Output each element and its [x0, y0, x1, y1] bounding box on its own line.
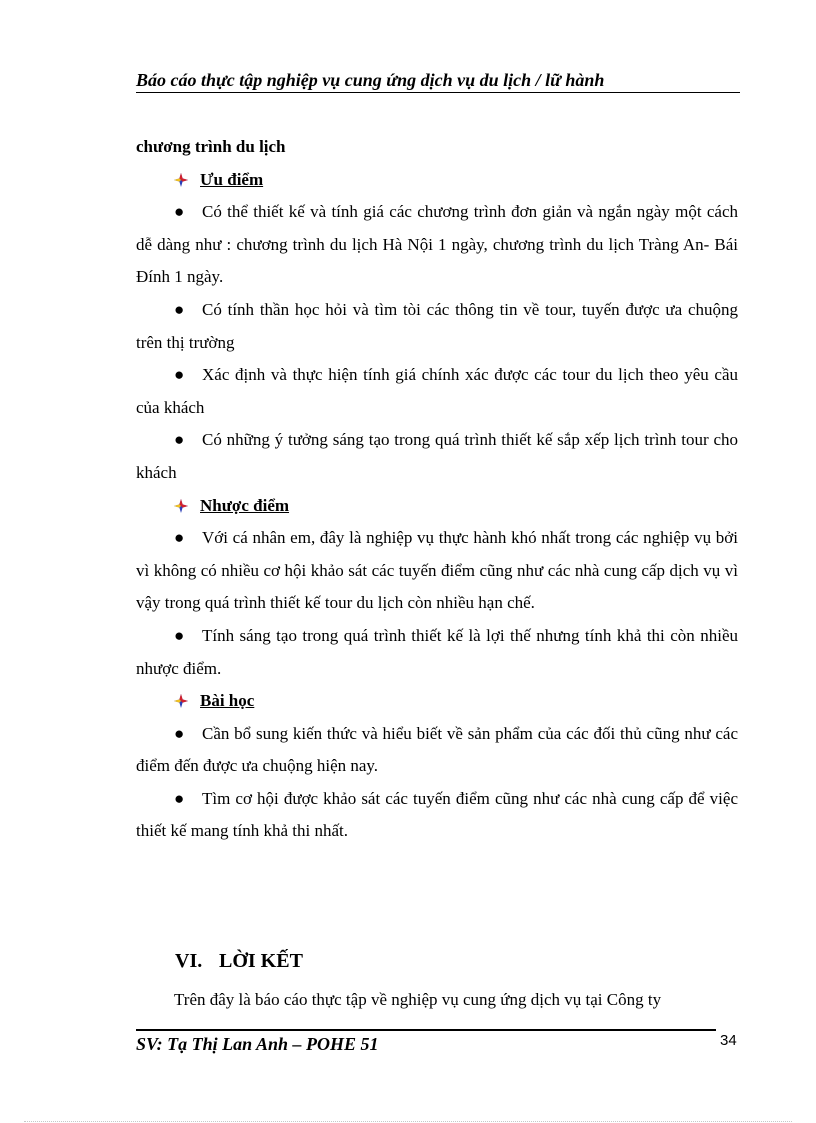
heading-label: Bài học	[200, 691, 255, 711]
list-item	[136, 522, 738, 620]
closing-paragraph: Trên đây là báo cáo thực tập về nghiệp vụ cung ứng dịch vụ tại Công ty	[174, 990, 662, 1009]
bullet-icon: ●	[174, 202, 185, 222]
footer-divider	[136, 1029, 716, 1031]
list-item	[136, 783, 738, 848]
list-item-text: Tìm cơ hội được khảo sát các tuyến điểm cũng như các nhà cung cấp để việc thiết kế mang tính khả thi nhất.	[136, 788, 738, 841]
list-item-text: Xác định và thực hiện tính giá chính xác được các tour du lịch theo yêu cầu của khách	[136, 365, 738, 417]
bullet-icon: ●	[174, 625, 185, 645]
section-heading	[136, 490, 738, 523]
body-text	[136, 131, 738, 848]
lead-line: chương trình du lịch	[136, 137, 286, 156]
four-point-star-icon	[174, 173, 188, 187]
page-number: 34	[720, 1032, 737, 1049]
section-heading	[136, 164, 738, 197]
bullet-icon: ●	[174, 788, 185, 808]
section-disadvantages	[136, 490, 738, 686]
list-item-text: Có tính thần học hỏi và tìm tòi các thông tin về tour, tuyến được ưa chuộng trên thị trường	[136, 299, 738, 352]
section-advantages	[136, 164, 738, 490]
section-heading	[136, 685, 738, 718]
list-item-text: Có những ý tưởng sáng tạo trong quá trình thiết kế sắp xếp lịch trình tour cho khách	[136, 430, 738, 482]
list-item-text: Tính sáng tạo trong quá trình thiết kế là lợi thế nhưng tính khả thi còn nhiều nhược điểm.	[136, 625, 738, 678]
list-item	[136, 718, 738, 783]
page-edge-divider	[24, 1121, 792, 1122]
list-item-text: Với cá nhân em, đây là nghiệp vụ thực hành khó nhất trong các nghiệp vụ bởi vì không có nhiều cơ hội khảo sát các tuyến điểm cũng như các nhà cung cấp dịch vụ vì vậy trong quá trình thiết kế tour du lịch còn nhiều hạn chế.	[136, 528, 738, 613]
bullet-icon: ●	[174, 528, 185, 548]
list-item-text: Có thể thiết kế và tính giá các chương trình đơn giản và ngắn ngày một cách dễ dàng như : chương trình du lịch Hà Nội 1 ngày, chương trình du lịch Tràng An- Bái Đính 1 ngày.	[136, 202, 738, 287]
section-number: VI.	[175, 950, 203, 972]
section-title	[175, 950, 303, 973]
header-title: Báo cáo thực tập nghiệp vụ cung ứng dịch vụ du lịch / lữ hành	[136, 70, 605, 90]
list-item	[136, 424, 738, 489]
section-lessons	[136, 685, 738, 848]
page-header	[136, 70, 740, 93]
heading-label: Ưu điểm	[200, 169, 264, 189]
four-point-star-icon	[174, 499, 188, 513]
bullet-icon: ●	[174, 430, 185, 450]
list-item	[136, 359, 738, 424]
four-point-star-icon	[174, 694, 188, 708]
bullet-icon: ●	[174, 723, 185, 743]
bullet-icon: ●	[174, 365, 185, 385]
heading-label: Nhược điểm	[200, 495, 290, 515]
section-title-text: LỜI KẾT	[219, 950, 303, 972]
bullet-icon: ●	[174, 299, 185, 319]
list-item	[136, 294, 738, 359]
list-item-text: Cần bổ sung kiến thức và hiểu biết về sản phẩm của các đối thủ cũng như các điểm đến được ưa chuộng hiện nay.	[136, 723, 738, 776]
footer-author: SV: Tạ Thị Lan Anh – POHE 51	[136, 1034, 379, 1054]
list-item	[136, 196, 738, 294]
list-item	[136, 620, 738, 685]
